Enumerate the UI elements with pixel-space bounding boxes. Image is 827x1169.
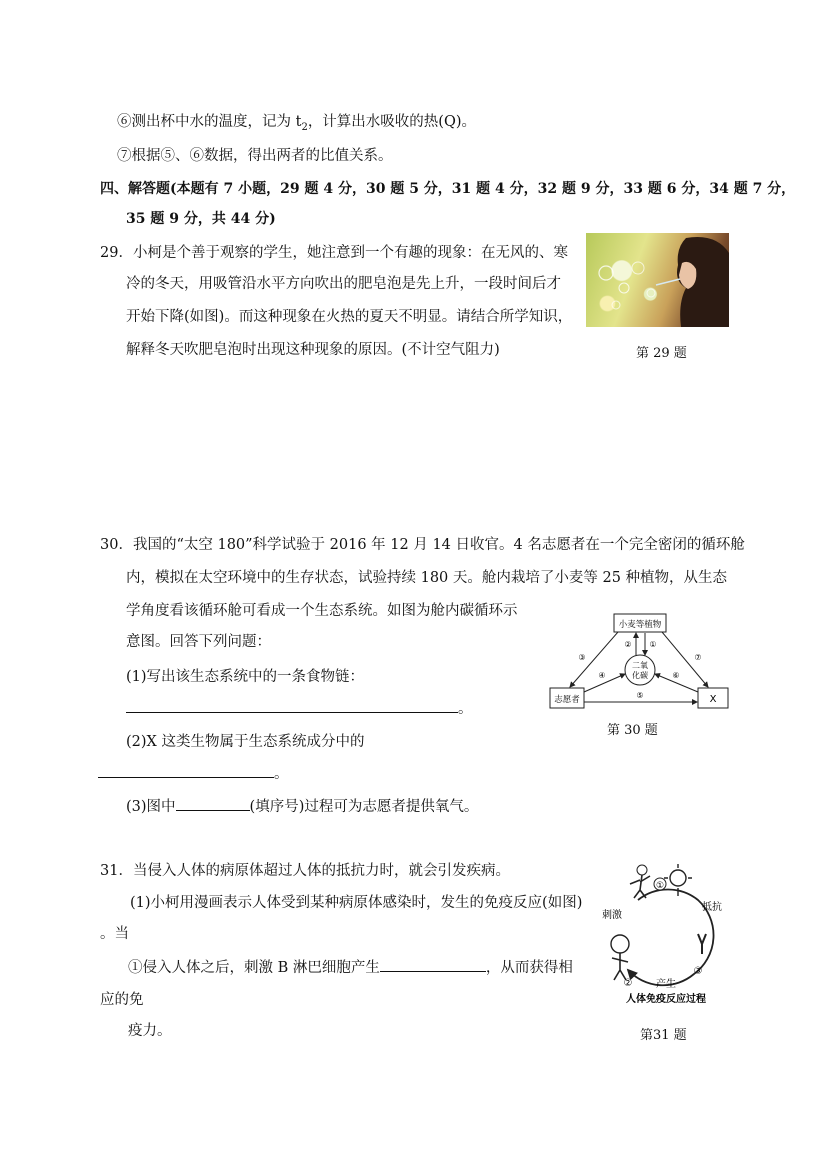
q30-line4: 意图。回答下列问题： [126, 634, 271, 650]
produce-label: 产生 [656, 979, 676, 990]
circle-1-label: ① [655, 881, 665, 891]
diagram-co2-label-2: 化碳 [632, 671, 648, 680]
q31-caption: 第31 题 [640, 1028, 687, 1043]
diagram-num-1: ① [649, 640, 657, 649]
q30-sub3-end: (填序号)过程可为志愿者提供氧气。 [249, 799, 479, 815]
q31-line4-start: ①侵入人体之后，刺激 B 淋巴细胞产生 [128, 960, 380, 976]
stimulus-label: 刺激 [602, 910, 622, 921]
q31-line5: 应的免 [100, 992, 144, 1008]
q31-product-blank[interactable] [380, 957, 486, 972]
step6-text: ⑥测出杯中水的温度，记为 t [117, 114, 302, 130]
resist-label: 抵抗 [702, 902, 722, 913]
q30-process-blank[interactable] [176, 796, 250, 811]
q30-sub1: (1)写出该生态系统中的一条食物链： [126, 669, 365, 685]
diagram-num-2: ② [624, 640, 632, 649]
q30-caption: 第 30 题 [607, 723, 658, 738]
diagram-volunteer-label: 志愿者 [554, 695, 580, 705]
q30-sub3 [126, 795, 478, 816]
q31-line6: 疫力。 [128, 1023, 172, 1039]
q30-sub1-answer-row [126, 697, 473, 718]
immune-process-title: 人体免疫反应过程 [626, 994, 706, 1005]
b-cell-figure-body [612, 953, 628, 980]
q29-bubble-photo [586, 233, 729, 327]
diagram-co2-label-1: 二氧 [632, 661, 648, 670]
q30-food-chain-blank[interactable] [126, 698, 458, 713]
diagram-num-7: ⑦ [694, 653, 702, 662]
diagram-num-5: ⑤ [636, 691, 644, 700]
q29-photo-art [586, 233, 729, 327]
q29-line4: 解释冬天吹肥皂泡时出现这种现象的原因。(不计空气阻力) [126, 342, 500, 358]
q30-component-blank[interactable] [98, 763, 274, 778]
q31-line4 [128, 956, 573, 977]
q30-sub1-period: 。 [458, 701, 473, 717]
q30-line1: 30．我国的“太空 180”科学试验于 2016 年 12 月 14 日收官。4 名志愿者在一个完全密闭的循环舱 [100, 537, 745, 553]
pathogen-2-figure [670, 870, 686, 886]
arrow-plants-to-volunteer [570, 632, 618, 687]
step6-text-end: ，计算出水吸收的热(Q)。 [307, 114, 477, 130]
q29-line1: 29．小柯是个善于观察的学生，她注意到一个有趣的现象：在无风的、寒 [100, 245, 568, 261]
step6-subscript: 2 [301, 121, 308, 133]
diagram-num-6: ⑥ [672, 671, 680, 680]
diagram-plants-label: 小麦等植物 [618, 620, 662, 630]
q31-line1: 31．当侵入人体的病原体超过人体的抵抗力时，就会引发疾病。 [100, 863, 510, 879]
circle-3-label: ③ [693, 966, 703, 977]
diagram-co2-circle [625, 655, 655, 685]
q30-carbon-cycle-diagram [548, 612, 730, 712]
section4-heading-cont: 35 题 9 分，共 44 分) [126, 211, 276, 227]
q29-caption: 第 29 题 [636, 346, 687, 361]
section4-heading: 四、解答题(本题有 7 小题，29 题 4 分，30 题 5 分，31 题 4 分，32 题 9 分，33 题 6 分，34 题 7 分， [100, 181, 796, 197]
b-cell-figure-head [611, 935, 629, 953]
step6-line [117, 110, 476, 133]
q30-sub2: (2)X 这类生物属于生态系统成分中的 [126, 734, 365, 750]
q29-line2: 冷的冬天，用吸管沿水平方向吹出的肥皂泡是先上升，一段时间后才 [126, 276, 561, 292]
diagram-x-label: X [709, 694, 717, 705]
diagram-num-3: ③ [578, 653, 586, 662]
step7-line: ⑦根据⑤、⑥数据，得出两者的比值关系。 [117, 148, 393, 164]
q30-sub2-answer-row [98, 762, 289, 783]
q31-line3: 。当 [100, 926, 129, 942]
q30-sub3-start: (3)图中 [126, 799, 176, 815]
q31-line2: (1)小柯用漫画表示人体受到某种病原体感染时，发生的免疫反应(如图) [130, 895, 583, 911]
antibody-icon [698, 934, 706, 954]
q31-line4-end: ，从而获得相 [485, 960, 573, 976]
q30-sub2-period: 。 [274, 766, 289, 782]
q31-immune-diagram [598, 862, 733, 1008]
circle-2-label: ② [623, 978, 633, 989]
q29-line3: 开始下降(如图)。而这种现象在火热的夏天不明显。请结合所学知识， [126, 309, 573, 325]
diagram-num-4: ④ [598, 671, 606, 680]
q30-line2: 内，模拟在太空环境中的生存状态，试验持续 180 天。舱内栽培了小麦等 25 种植物，从生态 [126, 570, 728, 586]
pathogen-figure-head [637, 865, 647, 875]
q30-line3: 学角度看该循环舱可看成一个生态系统。如图为舱内碳循环示 [126, 603, 518, 619]
